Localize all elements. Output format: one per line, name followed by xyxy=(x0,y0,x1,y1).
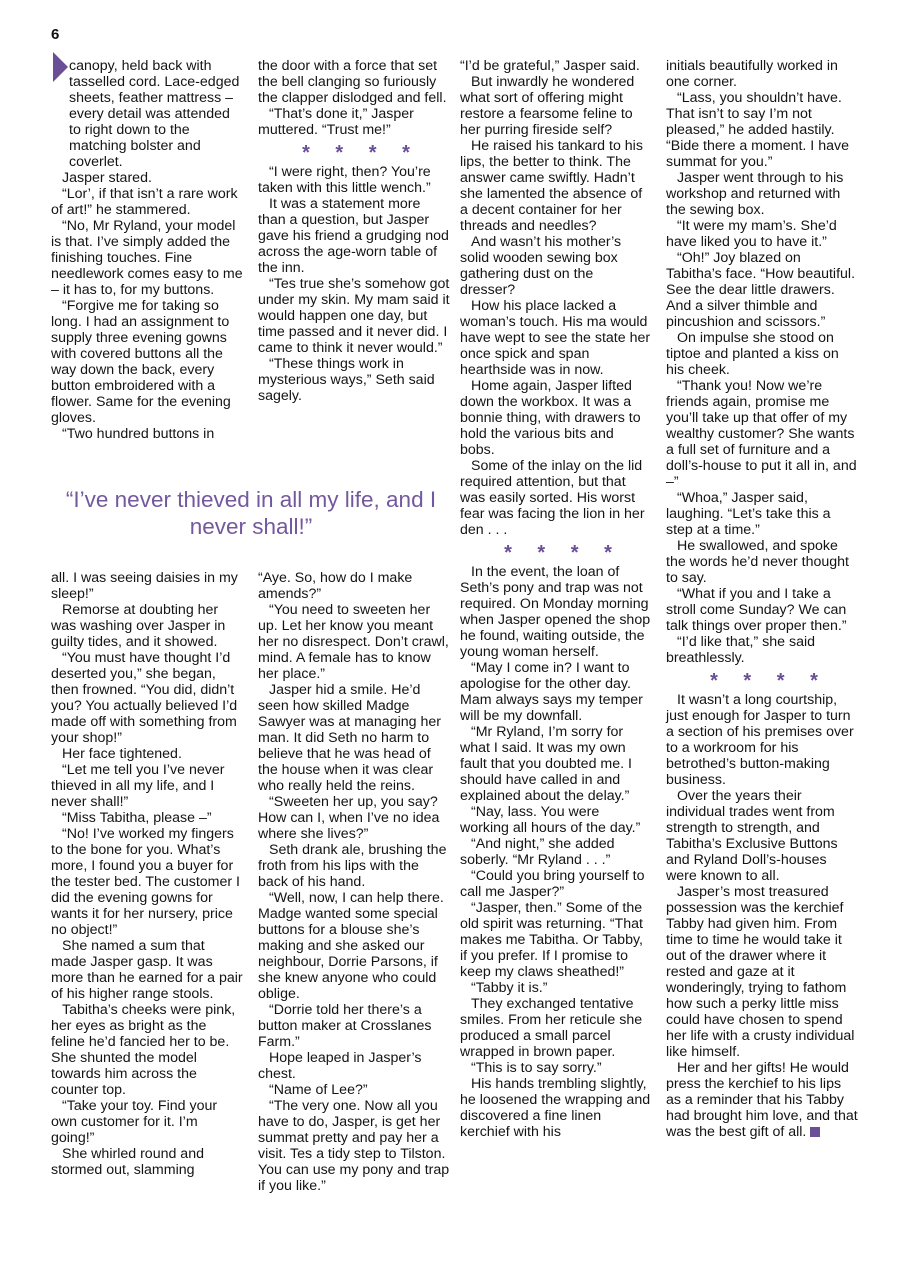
column-5 xyxy=(460,58,652,1140)
paragraph: “Whoa,” Jasper said, laughing. “Let’s take this a step at a time.” xyxy=(666,490,831,538)
paragraph: “I were right, then? You’re taken with this little wench.” xyxy=(258,164,431,196)
section-break-stars: * * * * xyxy=(504,542,622,564)
paragraph: She named a sum that made Jasper gasp. It was more than he earned for a pair of his higher range stools. xyxy=(51,938,243,1002)
paragraph: “Aye. So, how do I make amends?” xyxy=(258,570,413,602)
paragraph: And wasn’t his mother’s solid wooden sewing box gathering dust on the dresser? xyxy=(460,234,622,298)
paragraph: “And night,” she added soberly. “Mr Ryland . . .” xyxy=(460,836,615,868)
column-3 xyxy=(51,570,243,1178)
paragraph: “You must have thought I’d deserted you,” she began, then frowned. “You did, didn’t you? You actually believed I’d made off with something from your shop!” xyxy=(51,650,238,746)
paragraph: She whirled round and stormed out, slamming xyxy=(51,1146,204,1178)
paragraph: His hands trembling slightly, he loosened the wrapping and discovered a fine linen kerchief with his xyxy=(460,1076,651,1140)
paragraph: “You need to sweeten her up. Let her know you meant her no disrespect. Don’t crawl, mind. A female has to know her place.” xyxy=(258,602,449,682)
paragraph: They exchanged tentative smiles. From her reticule she produced a small parcel wrapped in brown paper. xyxy=(460,996,643,1060)
paragraph: “Sweeten her up, you say? How can I, when I’ve no idea where she lives?” xyxy=(258,794,440,842)
paragraph: Seth drank ale, brushing the froth from his lips with the back of his hand. xyxy=(258,842,447,890)
paragraph: “Mr Ryland, I’m sorry for what I said. It was my own fault that you doubted me. I should have called in and explained about the delay.” xyxy=(460,724,632,804)
column-6 xyxy=(666,58,858,1140)
paragraph: “Well, now, I can help there. Madge wanted some special buttons for a blouse she’s making and she asked our neighbour, Dorrie Parsons, if she knew anyone who could oblige. xyxy=(258,890,444,1002)
paragraph: It wasn’t a long courtship, just enough for Jasper to turn a section of his premises over to a workroom for his betrothed’s button-making business. xyxy=(666,692,854,788)
paragraph: “What if you and I take a stroll come Sunday? We can talk things over proper then.” xyxy=(666,586,847,634)
paragraph: It was a statement more than a question, but Jasper gave his friend a grudging nod across the age-worn table of the inn. xyxy=(258,196,449,276)
paragraph: On impulse she stood on tiptoe and planted a kiss on his cheek. xyxy=(666,330,839,378)
paragraph: canopy, held back with tasselled cord. Lace-edged sheets, feather mattress – every detail was attended to right down to the matching bolster and coverlet. xyxy=(69,58,240,170)
paragraph: “No! I’ve worked my fingers to the bone for you. What’s more, I found you a buyer for the tester bed. The customer I did the evening gowns for wants it for her nursery, price no object!” xyxy=(51,826,241,938)
paragraph: Jasper stared. xyxy=(62,170,152,186)
paragraph: “Take your toy. Find your own customer for it. I’m going!” xyxy=(51,1098,218,1146)
paragraph: “No, Mr Ryland, your model is that. I’ve simply added the finishing touches. Fine needlework comes easy to me – it has to, for my buttons. xyxy=(51,218,243,298)
paragraph: “Thank you! Now we’re friends again, promise me you’ll take up that offer of my wealthy customer? She wants a full set of furniture and a doll’s-house to put it all in, and –” xyxy=(666,378,857,490)
paragraph: He swallowed, and spoke the words he’d never thought to say. xyxy=(666,538,849,586)
column-1 xyxy=(51,58,243,442)
paragraph: Hope leaped in Jasper’s chest. xyxy=(258,1050,422,1082)
paragraph: “May I come in? I want to apologise for the other day. Mam always says my temper will be my downfall. xyxy=(460,660,643,724)
paragraph: initials beautifully worked in one corner. xyxy=(666,58,838,90)
paragraph: “Nay, lass. You were working all hours of the day.” xyxy=(460,804,641,836)
paragraph: “It were my mam’s. She’d have liked you to have it.” xyxy=(666,218,837,250)
paragraph: “Tabby it is.” xyxy=(471,980,548,996)
paragraph: “Could you bring yourself to call me Jasper?” xyxy=(460,868,645,900)
paragraph: “Name of Lee?” xyxy=(269,1082,368,1098)
paragraph: Her and her gifts! He would press the kerchief to his lips as a reminder that his Tabby had brought him love, and that was the best gift of all. xyxy=(666,1060,858,1140)
column-2 xyxy=(258,58,450,404)
paragraph: “Two hundred buttons in xyxy=(62,426,215,442)
end-mark-icon xyxy=(810,1127,820,1137)
paragraph: “This is to say sorry.” xyxy=(471,1060,602,1076)
page-number: 6 xyxy=(51,26,60,43)
paragraph: “Oh!” Joy blazed on Tabitha’s face. “How beautiful. See the dear little drawers. And a silver thimble and pincushion and scissors.” xyxy=(666,250,856,330)
section-break-stars: * * * * xyxy=(710,670,828,692)
paragraph: “I’d be grateful,” Jasper said. xyxy=(460,58,640,74)
paragraph: “Let me tell you I’ve never thieved in all my life, and I never shall!” xyxy=(51,762,225,810)
paragraph: Remorse at doubting her was washing over Jasper in guilty tides, and it showed. xyxy=(51,602,226,650)
paragraph: In the event, the loan of Seth’s pony and trap was not required. On Monday morning when Jasper opened the shop he found, waiting outside, the young woman herself. xyxy=(460,564,651,660)
paragraph: Some of the inlay on the lid required attention, but that was easily sorted. His worst fear was facing the lion in her den . . . xyxy=(460,458,645,538)
paragraph: Jasper went through to his workshop and returned with the sewing box. xyxy=(666,170,844,218)
paragraph: “Lass, you shouldn’t have. That isn’t to say I’m not pleased,” he added hastily. “Bide there a moment. I have summat for you.” xyxy=(666,90,849,170)
section-break-stars: * * * * xyxy=(302,142,420,164)
paragraph: “Miss Tabitha, please –” xyxy=(62,810,212,826)
paragraph: “Dorrie told her there’s a button maker at Crosslanes Farm.” xyxy=(258,1002,432,1050)
paragraph: “The very one. Now all you have to do, Jasper, is get her summat pretty and pay her a visit. Tes a tidy step to Tilston. You can use my pony and trap if you like.” xyxy=(258,1098,450,1194)
paragraph: Home again, Jasper lifted down the workbox. It was a bonnie thing, with drawers to hold the various bits and bobs. xyxy=(460,378,641,458)
pull-quote: “I’ve never thieved in all my life, and I never shall!” xyxy=(65,487,437,539)
paragraph: Jasper’s most treasured possession was the kerchief Tabby had given him. From time to time he would take it out of the drawer where it rested and gaze at it wonderingly, trying to fathom how such a perky little miss could have chosen to spend her life with a crusty individual like himself. xyxy=(666,884,855,1060)
paragraph: Over the years their individual trades went from strength to strength, and Tabitha’s Exclusive Buttons and Ryland Doll’s-houses were known to all. xyxy=(666,788,838,884)
paragraph: all. I was seeing daisies in my sleep!” xyxy=(51,570,238,602)
paragraph: “Jasper, then.” Some of the old spirit was returning. “That makes me Tabitha. Or Tabby, if you prefer. If I promise to keep my claws sheathed!” xyxy=(460,900,643,980)
paragraph: He raised his tankard to his lips, the better to think. The answer came swiftly. Hadn’t she lamented the absence of a decent container for her threads and needles? xyxy=(460,138,643,234)
paragraph: Tabitha’s cheeks were pink, her eyes as bright as the feline he’d fancied her to be. She shunted the model towards him across the counter top. xyxy=(51,1002,236,1098)
paragraph: “Forgive me for taking so long. I had an assignment to supply three evening gowns with covered buttons all the way down the back, every button embroidered with a flower. Same for the evening gloves. xyxy=(51,298,231,426)
paragraph: “Lor’, if that isn’t a rare work of art!” he stammered. xyxy=(51,186,238,218)
paragraph: Jasper hid a smile. He’d seen how skilled Madge Sawyer was at managing her man. It did Seth no harm to believe that he was head of the house when it was clear who really held the reins. xyxy=(258,682,441,794)
paragraph: “That’s done it,” Jasper muttered. “Trust me!” xyxy=(258,106,414,138)
paragraph: “I’d like that,” she said breathlessly. xyxy=(666,634,815,666)
paragraph: the door with a force that set the bell clanging so furiously the clapper dislodged and fell. xyxy=(258,58,447,106)
paragraph: “Tes true she’s somehow got under my skin. My mam said it would happen one day, but time passed and it never did. I came to think it never would.” xyxy=(258,276,450,356)
paragraph: But inwardly he wondered what sort of offering might restore a fearsome feline to her purring fireside self? xyxy=(460,74,635,138)
paragraph: “These things work in mysterious ways,” Seth said sagely. xyxy=(258,356,435,404)
paragraph: How his place lacked a woman’s touch. His ma would have wept to see the state her once spick and span hearthside was in now. xyxy=(460,298,651,378)
column-4 xyxy=(258,570,450,1194)
paragraph: Her face tightened. xyxy=(62,746,182,762)
